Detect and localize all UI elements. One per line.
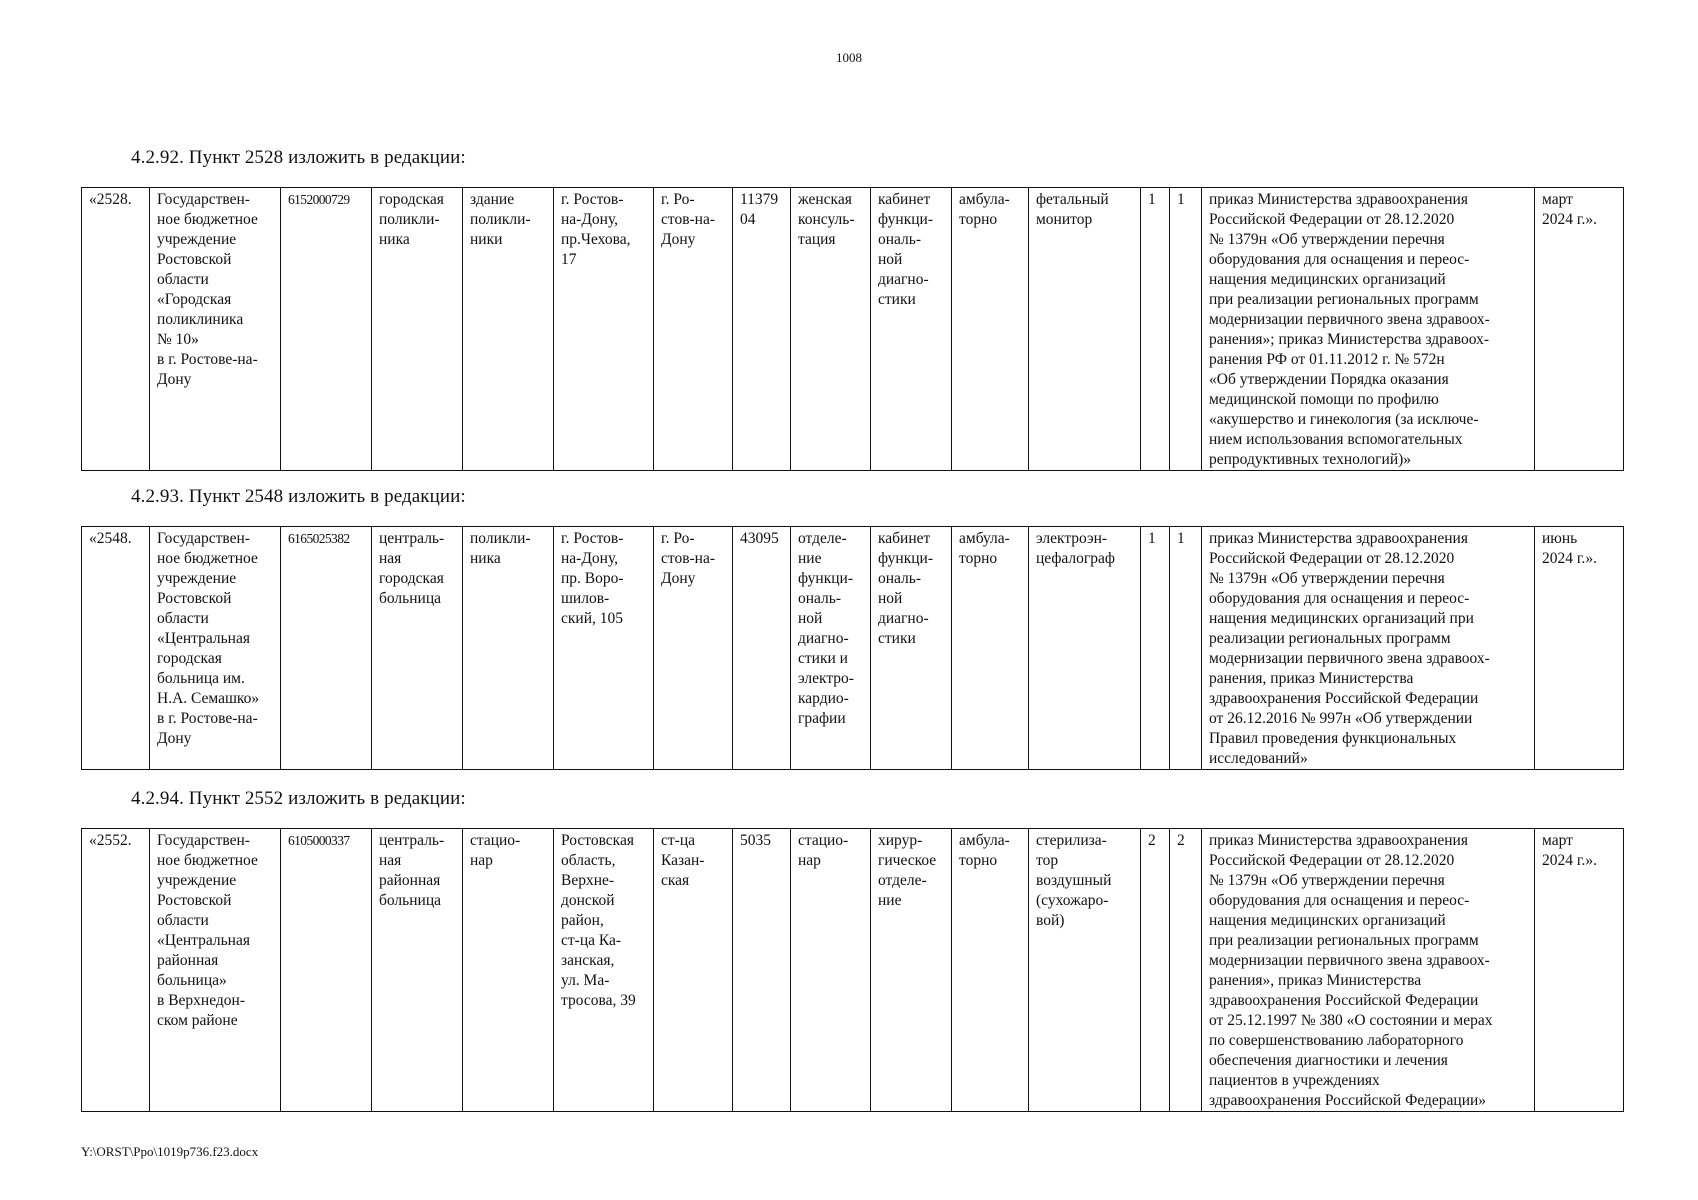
amendment-table <box>81 526 1624 770</box>
cell-room: хирур- гическое отделе- ние <box>871 829 952 1112</box>
cell-date: июнь 2024 г.». <box>1535 527 1624 770</box>
cell-number: «2548. <box>82 527 150 770</box>
amendment-table <box>81 828 1624 1112</box>
cell-quantity-1: 1 <box>1141 188 1170 471</box>
cell-care-form: амбула- торно <box>952 527 1029 770</box>
cell-organization: Государствен- ное бюджетное учреждение Ростовской области «Центральная городская больница им. Н.А. Семашко» в г. Ростове-на- Дону <box>150 527 281 770</box>
cell-equipment: стерилиза- тор воздушный (сухожаро- вой) <box>1029 829 1141 1112</box>
cell-care-form: амбула- торно <box>952 188 1029 471</box>
cell-department: отделе- ние функци- ональ- ной диагно- стики и электро- кардио- графии <box>791 527 871 770</box>
cell-care-form: амбула- торно <box>952 829 1029 1112</box>
cell-organization: Государствен- ное бюджетное учреждение Ростовской области «Городская поликлиника № 10» в г. Ростове-на- Дону <box>150 188 281 471</box>
cell-equipment: фетальный монитор <box>1029 188 1141 471</box>
cell-room: кабинет функци- ональ- ной диагно- стики <box>871 188 952 471</box>
cell-quantity-2: 1 <box>1170 527 1202 770</box>
cell-number: «2552. <box>82 829 150 1112</box>
cell-settlement: г. Ро- стов-на- Дону <box>654 188 733 471</box>
cell-org-type: городская поликли- ника <box>372 188 463 471</box>
cell-inn: 6152000729 <box>281 188 372 471</box>
cell-code: 43095 <box>733 527 791 770</box>
cell-inn: 6165025382 <box>281 527 372 770</box>
section-heading: 4.2.93. Пункт 2548 изложить в редакции: <box>131 486 466 507</box>
cell-legal-basis: приказ Министерства здравоохранения Российской Федерации от 28.12.2020 № 1379н «Об утверждении перечня оборудования для оснащения и переос- нащения медицинских организаций при реализации региональных программ модернизации первичного звена здравоох- ранения»; приказ Министерства здравоох- ранения РФ от 01.11.2012 г. № 572н «Об утверждении Порядка оказания медицинской помощи по профилю «акушерство и гинекология (за исключе- нием использования вспомогательных репродуктивных технологий)» <box>1202 188 1535 471</box>
cell-number: «2528. <box>82 188 150 471</box>
table-row <box>82 527 1624 770</box>
cell-building: поликли- ника <box>463 527 554 770</box>
cell-date: март 2024 г.». <box>1535 188 1624 471</box>
file-path-footer: Y:\ORST\Ppo\1019p736.f23.docx <box>81 1144 259 1159</box>
section-heading: 4.2.92. Пункт 2528 изложить в редакции: <box>131 147 466 168</box>
cell-quantity-1: 1 <box>1141 527 1170 770</box>
amendment-table <box>81 187 1624 471</box>
cell-org-type: централь- ная районная больница <box>372 829 463 1112</box>
table-row <box>82 188 1624 471</box>
cell-org-type: централь- ная городская больница <box>372 527 463 770</box>
cell-settlement: г. Ро- стов-на- Дону <box>654 527 733 770</box>
cell-quantity-2: 2 <box>1170 829 1202 1112</box>
cell-legal-basis: приказ Министерства здравоохранения Российской Федерации от 28.12.2020 № 1379н «Об утверждении перечня оборудования для оснащения и переос- нащения медицинских организаций при реализации региональных программ модернизации первичного звена здравоох- ранения, приказ Министерства здравоохранения Российской Федерации от 26.12.2016 № 997н «Об утверждении Правил проведения функциональных исследований» <box>1202 527 1535 770</box>
cell-code: 11379 04 <box>733 188 791 471</box>
cell-address: Ростовская область, Верхне- донской район, ст-ца Ка- занская, ул. Ма- тросова, 39 <box>554 829 654 1112</box>
cell-department: женская консуль- тация <box>791 188 871 471</box>
cell-date: март 2024 г.». <box>1535 829 1624 1112</box>
cell-code: 5035 <box>733 829 791 1112</box>
cell-quantity-2: 1 <box>1170 188 1202 471</box>
cell-department: стацио- нар <box>791 829 871 1112</box>
cell-room: кабинет функци- ональ- ной диагно- стики <box>871 527 952 770</box>
cell-legal-basis: приказ Министерства здравоохранения Российской Федерации от 28.12.2020 № 1379н «Об утверждении перечня оборудования для оснащения и переос- нащения медицинских организаций при реализации региональных программ модернизации первичного звена здравоох- ранения», приказ Министерства здравоохранения Российской Федерации от 25.12.1997 № 380 «О состоянии и мерах по совершенствованию лабораторного обеспечения диагностики и лечения пациентов в учреждениях здравоохранения Российской Федерации» <box>1202 829 1535 1112</box>
cell-organization: Государствен- ное бюджетное учреждение Ростовской области «Центральная районная больница» в Верхнедон- ском районе <box>150 829 281 1112</box>
cell-building: здание поликли- ники <box>463 188 554 471</box>
section-heading: 4.2.94. Пункт 2552 изложить в редакции: <box>131 788 466 809</box>
cell-inn: 6105000337 <box>281 829 372 1112</box>
cell-equipment: электроэн- цефалограф <box>1029 527 1141 770</box>
cell-building: стацио- нар <box>463 829 554 1112</box>
cell-address: г. Ростов- на-Дону, пр.Чехова, 17 <box>554 188 654 471</box>
cell-settlement: ст-ца Казан- ская <box>654 829 733 1112</box>
cell-address: г. Ростов- на-Дону, пр. Воро- шилов- ский, 105 <box>554 527 654 770</box>
table-row <box>82 829 1624 1112</box>
cell-quantity-1: 2 <box>1141 829 1170 1112</box>
page-number: 1008 <box>836 50 862 65</box>
